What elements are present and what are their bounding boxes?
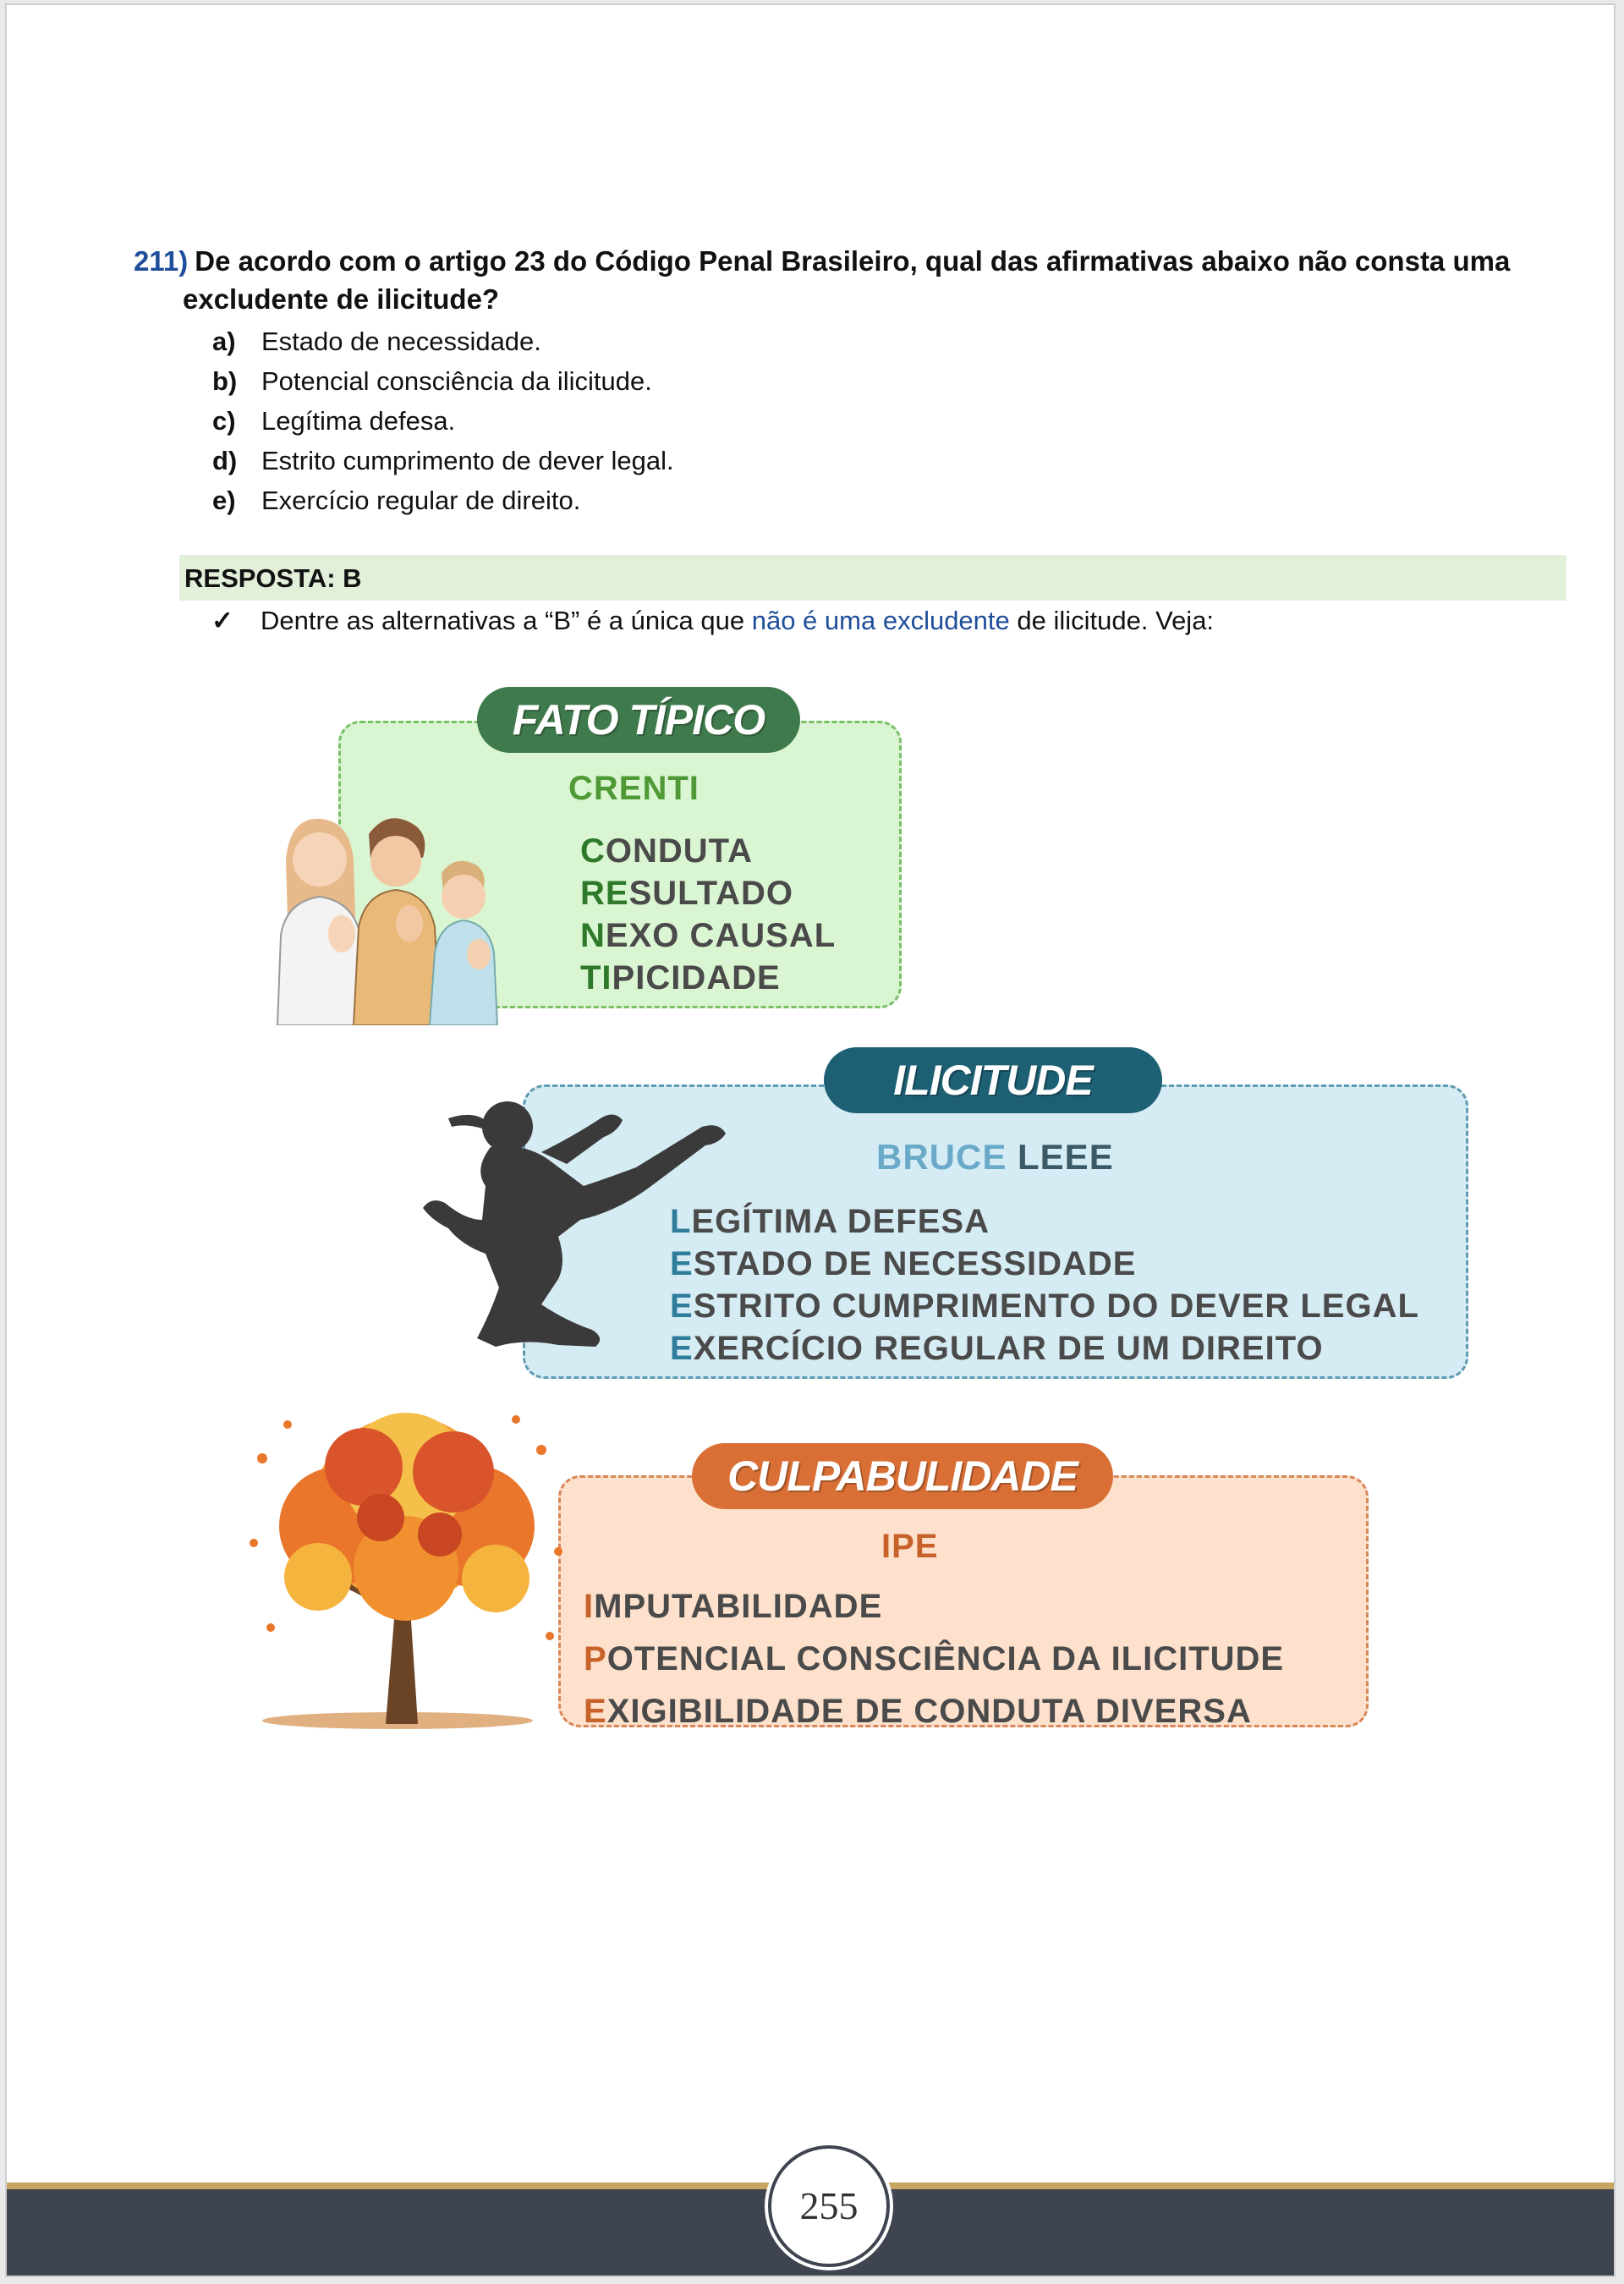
item-rest: STADO DE NECESSIDADE [693, 1245, 1137, 1282]
item-initial: RE [580, 875, 629, 912]
explanation-text [261, 602, 1214, 640]
question-block [134, 242, 1529, 520]
item-rest: EXO CAUSAL [605, 917, 837, 954]
fato-tipico-list [580, 830, 836, 999]
item-rest: EGÍTIMA DEFESA [691, 1203, 990, 1240]
explanation-part1: Dentre as alternativas a “B” é a única que [261, 606, 752, 635]
option-text: Exercício regular de direito. [261, 486, 581, 515]
item-rest: OTENCIAL CONSCIÊNCIA DA ILICITUDE [606, 1640, 1285, 1677]
item-rest: ONDUTA [605, 832, 754, 870]
item-initial: TI [580, 959, 612, 997]
ilicitude-item [670, 1285, 1419, 1327]
ilicitude-item [670, 1327, 1419, 1370]
culpabilidade-acronym: IPE [881, 1528, 939, 1565]
culpabilidade-title: CULPABULIDADE [692, 1443, 1113, 1509]
question-number: 211) [134, 245, 189, 277]
option-text: Estrito cumprimento de dever legal. [261, 446, 674, 475]
option-c [212, 401, 1529, 441]
question-text-line2: excludente de ilicitude? [183, 283, 500, 315]
options-list [134, 321, 1529, 520]
ilicitude-title: ILICITUDE [824, 1047, 1162, 1113]
option-letter: d) [212, 446, 238, 475]
answer-highlight-bar [179, 555, 1566, 601]
item-initial: I [584, 1588, 595, 1625]
item-initial: E [670, 1330, 694, 1367]
acronym-part2: LEEE [1018, 1137, 1114, 1177]
item-rest: XIGIBILIDADE DE CONDUTA DIVERSA [606, 1693, 1252, 1730]
culpabilidade-list [584, 1580, 1284, 1738]
item-rest: SULTADO [628, 875, 793, 912]
option-letter: b) [212, 366, 238, 396]
option-e [212, 480, 1529, 520]
item-rest: MPUTABILIDADE [594, 1588, 883, 1625]
culpabilidade-item [584, 1580, 1284, 1633]
option-text: Estado de necessidade. [261, 327, 541, 356]
item-initial: E [670, 1287, 694, 1325]
option-letter: e) [212, 486, 236, 515]
ilicitude-item [670, 1200, 1419, 1243]
ilicitude-list [670, 1200, 1419, 1370]
fato-tipico-item [580, 957, 836, 999]
fato-tipico-acronym: CRENTI [568, 770, 700, 807]
explanation-part3: de ilicitude. Veja: [1009, 606, 1215, 635]
praying-family-illustration [261, 809, 531, 1025]
fato-tipico-item [580, 830, 836, 872]
culpabilidade-item [584, 1685, 1284, 1738]
explanation-highlight: não é uma excludente [751, 606, 1010, 635]
page-number: 255 [768, 2145, 890, 2267]
item-initial: N [580, 917, 606, 954]
option-a [212, 321, 1529, 361]
item-initial: E [584, 1693, 607, 1730]
option-letter: c) [212, 406, 236, 436]
option-b [212, 361, 1529, 401]
question-heading [134, 242, 1529, 318]
checkmark-icon: ✓ [211, 606, 233, 635]
item-initial: L [670, 1203, 692, 1240]
question-text-line1: De acordo com o artigo 23 do Código Penal Brasileiro, qual das afirmativas abaixo não consta uma [195, 245, 1511, 277]
option-text: Potencial consciência da ilicitude. [261, 366, 652, 396]
ilicitude-acronym [876, 1137, 1114, 1178]
fato-tipico-item [580, 914, 836, 957]
fato-tipico-title: FATO TÍPICO [477, 687, 800, 753]
option-text: Legítima defesa. [261, 406, 456, 436]
item-initial: C [580, 832, 606, 870]
option-d [212, 441, 1529, 480]
option-letter: a) [212, 327, 236, 356]
item-initial: E [670, 1245, 694, 1282]
item-rest: XERCÍCIO REGULAR DE UM DIREITO [693, 1330, 1324, 1367]
culpabilidade-item [584, 1633, 1284, 1685]
martial-artist-silhouette-illustration [414, 1093, 736, 1364]
ilicitude-item [670, 1243, 1419, 1285]
document-page [5, 3, 1616, 2277]
fato-tipico-item [580, 872, 836, 914]
acronym-part1: BRUCE [876, 1137, 1007, 1177]
item-rest: STRITO CUMPRIMENTO DO DEVER LEGAL [693, 1287, 1419, 1325]
autumn-tree-illustration [237, 1399, 575, 1731]
item-rest: PICIDADE [612, 959, 781, 997]
answer-label: RESPOSTA: B [184, 563, 362, 593]
item-initial: P [584, 1640, 607, 1677]
answer-explanation [211, 602, 1214, 640]
